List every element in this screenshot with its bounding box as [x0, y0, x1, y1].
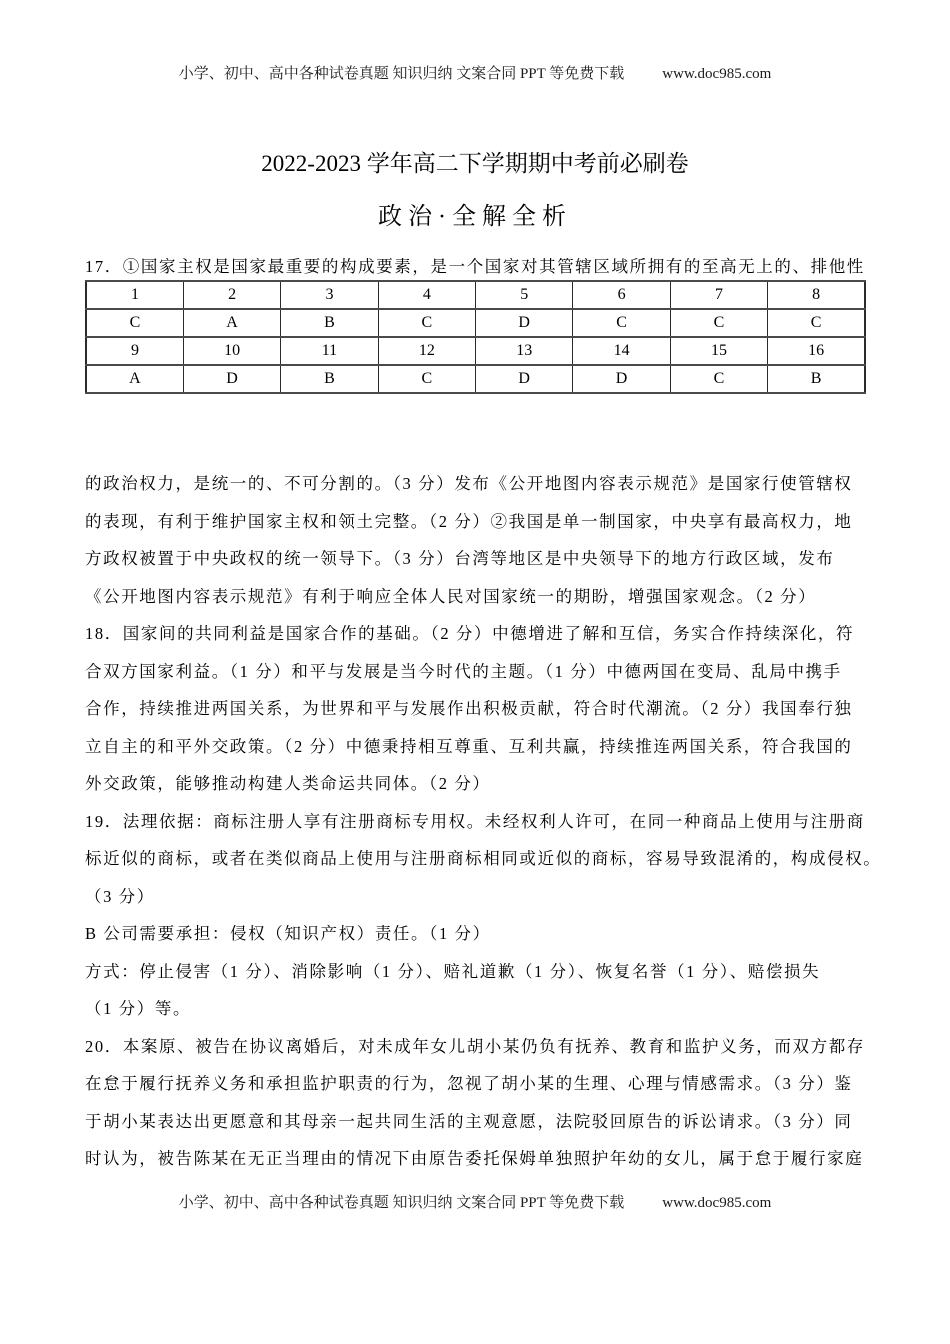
table-cell: 13 — [476, 337, 573, 365]
table-cell: 4 — [378, 281, 475, 309]
footer-site-info: 小学、初中、高中各种试卷真题 知识归纳 文案合同 PPT 等免费下载 — [178, 1194, 625, 1211]
table-cell: C — [86, 309, 183, 337]
table-cell: 7 — [670, 281, 767, 309]
table-cell: C — [670, 365, 767, 393]
table-cell: C — [378, 309, 475, 337]
body-line: 20．本案原、被告在协议离婚后，对未成年女儿胡小某仍负有抚养、教育和监护义务，而双方都存 — [85, 1036, 865, 1056]
table-cell: B — [281, 365, 378, 393]
body-line: （1 分）等。 — [85, 999, 192, 1018]
table-cell: A — [86, 365, 183, 393]
body-line: （3 分） — [85, 886, 155, 906]
body-line: 的表现，有利于维护国家主权和领土完整。（2 分）②我国是单一制国家，中央享有最高权力，地 — [85, 511, 853, 531]
footer-url: www.doc985.com — [662, 1194, 772, 1211]
body-line: 方式：停止侵害（1 分）、消除影响（1 分）、赔礼道歉（1 分）、恢复名誉（1 分）、赔偿损失 — [85, 961, 821, 981]
table-cell: 3 — [281, 281, 378, 309]
table-cell: 11 — [281, 337, 378, 365]
table-cell: D — [476, 365, 573, 393]
table-cell: 14 — [573, 337, 670, 365]
table-cell: C — [768, 309, 865, 337]
table-cell: 15 — [670, 337, 767, 365]
table-cell: A — [183, 309, 280, 337]
answer-table-row-answers-9-16 — [86, 365, 865, 393]
body-line: B 公司需要承担：侵权（知识产权）责任。（1 分） — [85, 924, 491, 943]
answer-table-row-numbers-1-8 — [86, 281, 865, 309]
body-line: 18．国家间的共同利益是国家合作的基础。（2 分）中德增进了解和互信，务实合作持续深化，符 — [85, 624, 855, 643]
table-cell: C — [573, 309, 670, 337]
body-line: 于胡小某表达出更愿意和其母亲一起共同生活的主观意愿，法院驳回原告的诉讼请求。（3 分）同 — [85, 1111, 853, 1131]
table-cell: 2 — [183, 281, 280, 309]
table-cell: B — [281, 309, 378, 337]
table-cell: D — [573, 365, 670, 393]
body-line: 立自主的和平外交政策。（2 分）中德秉持相互尊重、互利共赢，持续推连两国关系，符合我国的 — [85, 736, 853, 756]
table-cell: C — [670, 309, 767, 337]
body-line: 19．法理依据：商标注册人享有注册商标专用权。未经权利人许可，在同一种商品上使用与注册商 — [85, 811, 865, 831]
answer-explanations — [85, 465, 890, 1178]
table-cell: 16 — [768, 337, 865, 365]
body-line: 标近似的商标，或者在类似商品上使用与注册商标相同或近似的商标，容易导致混淆的，构成侵权。 — [85, 849, 882, 868]
body-line: 的政治权力，是统一的、不可分割的。（3 分）发布《公开地图内容表示规范》是国家行使管辖权 — [85, 474, 853, 493]
header-url: www.doc985.com — [662, 66, 772, 82]
answer-table-row-numbers-9-16 — [86, 337, 865, 365]
table-cell: 6 — [573, 281, 670, 309]
body-line: 外交政策，能够推动构建人类命运共同体。（2 分） — [85, 774, 491, 793]
body-line: 《公开地图内容表示规范》有利于响应全体人民对国家统一的期盼，增强国家观念。（2 分） — [85, 586, 817, 606]
page-footer — [0, 1191, 950, 1215]
table-cell: 9 — [86, 337, 183, 365]
question-17-intro: 17．①国家主权是国家最重要的构成要素，是一个国家对其管辖区域所拥有的至高无上的、排他性 — [85, 257, 865, 276]
body-line: 合作，持续推进两国关系，为世界和平与发展作出积极贡献，符合时代潮流。（2 分）我国奉行独 — [85, 699, 853, 718]
header-site-info: 小学、初中、高中各种试卷真题 知识归纳 文案合同 PPT 等免费下载 — [178, 66, 625, 82]
table-cell: 12 — [378, 337, 475, 365]
table-cell: 10 — [183, 337, 280, 365]
table-cell: 8 — [768, 281, 865, 309]
answer-table-row-answers-1-8 — [86, 309, 865, 337]
body-line: 合双方国家利益。（1 分）和平与发展是当今时代的主题。（1 分）中德两国在变局、乱局中携手 — [85, 661, 842, 681]
document-subtitle: 政治·全解全析 — [378, 204, 572, 230]
page-header — [0, 0, 950, 86]
body-line: 方政权被置于中央政权的统一领导下。（3 分）台湾等地区是中央领导下的地方行政区域，发布 — [85, 549, 835, 568]
body-line: 时认为，被告陈某在无正当理由的情况下由原告委托保姆单独照护年幼的女儿，属于怠于履行家庭 — [85, 1149, 864, 1168]
table-cell: D — [183, 365, 280, 393]
answer-table — [85, 280, 866, 394]
document-title: 2022-2023 学年高二下学期期中考前必刷卷 — [261, 151, 689, 176]
table-cell: B — [768, 365, 865, 393]
table-cell: 5 — [476, 281, 573, 309]
table-cell: 1 — [86, 281, 183, 309]
table-cell: C — [378, 365, 475, 393]
table-cell: D — [476, 309, 573, 337]
body-line: 在怠于履行抚养义务和承担监护职责的行为，忽视了胡小某的生理、心理与情感需求。（3 分）鉴 — [85, 1074, 853, 1093]
